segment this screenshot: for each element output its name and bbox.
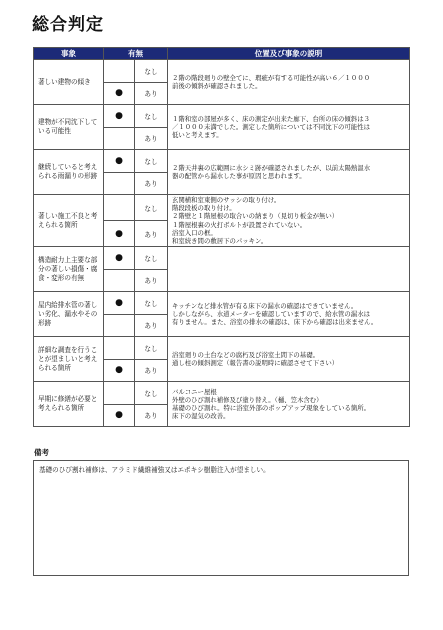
category-line: 構造耐力上主要な部 — [38, 255, 98, 264]
description-line: 有りません。また、浴室の排水の確認は、床下から確認は出来ません。 — [172, 318, 378, 327]
selected-mark: ● — [104, 105, 135, 128]
table-row — [34, 337, 410, 360]
category-line: 早期に修繕が必要と — [38, 395, 98, 404]
assessment-table — [33, 47, 410, 427]
table-row — [34, 60, 410, 83]
description-line: バルコニー屋根 — [172, 387, 217, 396]
selected-mark: ● — [104, 221, 135, 247]
option-label-none: なし — [135, 105, 168, 128]
header-description: 位置及び事象の説明 — [168, 48, 410, 60]
description-line: キッチンなど排水管が有る床下の漏水の確認はできていません。 — [172, 301, 358, 310]
option-label-yes: あり — [135, 221, 168, 247]
mark-cell — [104, 60, 135, 83]
row-description — [168, 150, 410, 195]
category-line: 食・変形の有無 — [38, 273, 85, 282]
mark-cell — [104, 172, 135, 195]
description-line: しかしながら、水道メーターを確認していますので、給水管の漏水は — [172, 310, 370, 319]
description-line: 器の配管から漏水した事が原因と思われます。 — [172, 172, 306, 180]
description-line: ２階の階段廻りの壁全てに、瑕疵が有する可能性が高い６／１０００ — [172, 73, 371, 82]
row-description — [168, 382, 410, 427]
mark-cell — [104, 195, 135, 221]
selected-mark: ● — [104, 247, 135, 270]
description-line: 基礎のひび割れ。特に浴室外部のポップアップ現象をしている箇所。 — [172, 404, 371, 413]
description-line: 低いと考えます。 — [172, 131, 223, 140]
option-label-yes: あり — [135, 314, 168, 337]
category-line: 形跡 — [38, 318, 52, 327]
description-line: 床下の湿気の改善。 — [172, 412, 230, 421]
remarks-heading: 備考 — [34, 448, 49, 457]
option-label-none: なし — [135, 60, 168, 83]
row-category — [34, 382, 104, 427]
table-row — [34, 150, 410, 173]
description-line: 和室続き間の敷居下のパッキン。 — [172, 237, 268, 246]
mark-cell — [104, 269, 135, 292]
option-label-none: なし — [135, 247, 168, 270]
description-line: ／１０００未満でした。測定した箇所については不同沈下の可能性は — [172, 122, 370, 131]
row-description — [168, 292, 410, 337]
selected-mark: ● — [104, 292, 135, 315]
selected-mark: ● — [104, 82, 135, 105]
category-line: 著しい建物の傾き — [38, 77, 91, 86]
option-label-none: なし — [135, 382, 168, 405]
row-category — [34, 60, 104, 105]
page-title: 総合判定 — [32, 15, 104, 35]
option-label-yes: あり — [135, 404, 168, 427]
category-line: 継続していると考え — [38, 163, 98, 171]
description-line: 階段段板の取り付け。 — [172, 204, 236, 213]
description-line: ２階天井裏の広範囲に水シミ跡が確認されましたが、以前太陽熱温水 — [172, 163, 371, 172]
option-label-none: なし — [135, 195, 168, 221]
mark-cell — [104, 127, 135, 150]
description-line: 浴室廻りの土台などの腐朽及び浴室土間下の基礎。 — [172, 351, 319, 360]
option-label-yes: あり — [135, 269, 168, 292]
mark-cell — [104, 382, 135, 405]
category-line: とが望ましいと考え — [38, 354, 98, 363]
category-line: 考えられる箇所 — [38, 404, 85, 413]
mark-cell — [104, 337, 135, 360]
remarks-box — [33, 460, 409, 576]
table-row — [34, 382, 410, 405]
option-label-none: なし — [135, 337, 168, 360]
category-line: 詳細な調査を行うこ — [38, 345, 98, 354]
row-category — [34, 195, 104, 247]
option-label-yes: あり — [135, 172, 168, 195]
table-row — [34, 195, 410, 221]
category-line: られる雨漏りの形跡 — [38, 172, 98, 180]
category-line: られる箇所 — [38, 363, 71, 372]
row-category — [34, 105, 104, 150]
row-category — [34, 150, 104, 195]
description-line: 浴室入口の框。 — [172, 228, 217, 237]
description-line: 外壁のひび割れ補修及び塗り替え。（樋、笠木含む） — [172, 396, 323, 405]
category-line: えられる箇所 — [38, 220, 78, 229]
selected-mark: ● — [104, 150, 135, 173]
category-line: 建物が不同沈下して — [38, 118, 98, 126]
header-item: 事象 — [34, 48, 104, 60]
row-description — [168, 337, 410, 382]
option-label-yes: あり — [135, 359, 168, 382]
row-description — [168, 195, 410, 247]
description-line: 通し柱の傾斜測定（報告書の説明時に確認させて下さい） — [172, 359, 339, 368]
table-row — [34, 247, 410, 270]
row-category — [34, 337, 104, 382]
table-header-row — [34, 48, 410, 60]
row-category — [34, 247, 104, 292]
row-category — [34, 292, 104, 337]
category-line: いる可能性 — [38, 127, 71, 135]
description-line: 玄関横和室東側のサッシの取り付け。 — [172, 196, 281, 204]
row-description — [168, 60, 410, 105]
option-label-none: なし — [135, 292, 168, 315]
row-description — [168, 105, 410, 150]
mark-cell — [104, 314, 135, 337]
description-line: 前後の傾斜が確認されました。 — [172, 82, 262, 90]
selected-mark: ● — [104, 404, 135, 427]
option-label-yes: あり — [135, 127, 168, 150]
category-line: い劣化、漏水やその — [38, 309, 98, 318]
description-line: ２階壁と１階屋根の取合いの納まり（見切り板金が無い） — [172, 212, 339, 221]
table-row — [34, 105, 410, 128]
selected-mark: ● — [104, 359, 135, 382]
option-label-yes: あり — [135, 82, 168, 105]
remarks-text: 基礎のひび割れ補修は、アラミド繊維補強又はエポキシ樹脂注入が望ましい。 — [39, 466, 270, 474]
table-row — [34, 292, 410, 315]
category-line: 著しい施工不良と考 — [38, 211, 98, 220]
header-presence: 有無 — [104, 48, 168, 60]
description-line: １階屋根裏の火打ボルトが設置されていない。 — [172, 220, 307, 229]
row-description — [168, 247, 410, 292]
category-line: 分の著しい損傷・腐 — [38, 264, 98, 273]
option-label-none: なし — [135, 150, 168, 173]
category-line: 屋内給排水管の著し — [38, 300, 98, 309]
description-line: １階和室の部屋が多く、床の測定が出来た廊下、台所の床の傾斜は３ — [172, 114, 370, 123]
